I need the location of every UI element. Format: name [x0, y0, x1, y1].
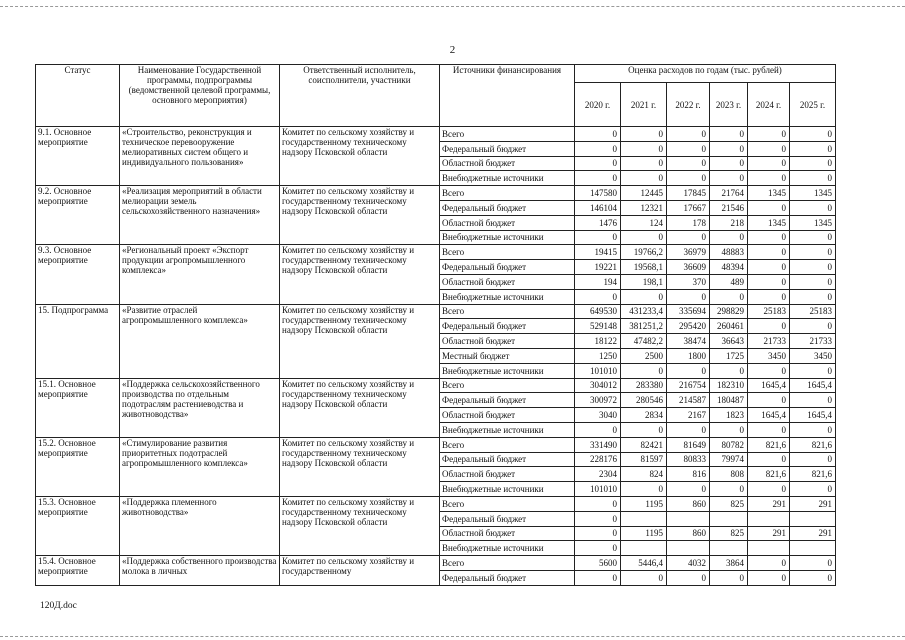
- value-cell: 0: [790, 171, 836, 186]
- source-cell: Областной бюджет: [440, 215, 575, 230]
- value-cell: 0: [575, 156, 621, 171]
- value-cell: 0: [790, 556, 836, 571]
- value-cell: 0: [710, 156, 748, 171]
- value-cell: 0: [621, 127, 667, 142]
- value-cell: 283380: [621, 378, 667, 393]
- value-cell: 0: [790, 274, 836, 289]
- value-cell: 0: [575, 141, 621, 156]
- value-cell: 0: [790, 230, 836, 245]
- value-cell: 216754: [667, 378, 710, 393]
- value-cell: 0: [621, 363, 667, 378]
- executor-cell: Комитет по сельскому хозяйству и государственному техническому надзору Псковской области: [280, 378, 440, 437]
- value-cell: 291: [748, 526, 790, 541]
- value-cell: 3450: [790, 348, 836, 363]
- value-cell: 291: [790, 526, 836, 541]
- budget-table: [35, 64, 836, 586]
- value-cell: 79974: [710, 452, 748, 467]
- value-cell: 21733: [748, 334, 790, 349]
- table-row: [36, 127, 836, 142]
- header-estimate: Оценка расходов по годам (тыс. рублей): [575, 65, 836, 83]
- value-cell: 178: [667, 215, 710, 230]
- value-cell: 1645,4: [748, 408, 790, 423]
- value-cell: 0: [575, 526, 621, 541]
- value-cell: 48394: [710, 260, 748, 275]
- value-cell: 0: [748, 319, 790, 334]
- value-cell: 18122: [575, 334, 621, 349]
- value-cell: 0: [621, 570, 667, 585]
- value-cell: 1345: [748, 186, 790, 201]
- value-cell: 0: [748, 230, 790, 245]
- value-cell: 194: [575, 274, 621, 289]
- value-cell: 17667: [667, 200, 710, 215]
- header-year: 2020 г.: [575, 83, 621, 127]
- source-cell: Областной бюджет: [440, 274, 575, 289]
- status-cell: 15. Подпрограмма: [36, 304, 120, 378]
- value-cell: 80833: [667, 452, 710, 467]
- header-year: 2021 г.: [621, 83, 667, 127]
- value-cell: 0: [667, 127, 710, 142]
- value-cell: 529148: [575, 319, 621, 334]
- source-cell: Всего: [440, 304, 575, 319]
- value-cell: 0: [790, 393, 836, 408]
- value-cell: 180487: [710, 393, 748, 408]
- value-cell: 0: [710, 230, 748, 245]
- source-cell: Внебюджетные источники: [440, 482, 575, 497]
- value-cell: 0: [575, 511, 621, 526]
- value-cell: 0: [790, 319, 836, 334]
- header-year: 2025 г.: [790, 83, 836, 127]
- value-cell: 81649: [667, 437, 710, 452]
- status-cell: 9.3. Основное мероприятие: [36, 245, 120, 304]
- value-cell: 821,6: [790, 467, 836, 482]
- value-cell: 0: [748, 289, 790, 304]
- value-cell: 0: [748, 245, 790, 260]
- source-cell: Областной бюджет: [440, 334, 575, 349]
- value-cell: 821,6: [790, 437, 836, 452]
- value-cell: 1345: [790, 215, 836, 230]
- source-cell: Федеральный бюджет: [440, 200, 575, 215]
- value-cell: 0: [710, 141, 748, 156]
- source-cell: Всего: [440, 245, 575, 260]
- source-cell: Всего: [440, 437, 575, 452]
- source-cell: Областной бюджет: [440, 467, 575, 482]
- value-cell: 489: [710, 274, 748, 289]
- value-cell: 0: [790, 422, 836, 437]
- value-cell: 21733: [790, 334, 836, 349]
- table-row: [36, 496, 836, 511]
- value-cell: 0: [667, 482, 710, 497]
- value-cell: 25183: [790, 304, 836, 319]
- source-cell: Федеральный бюджет: [440, 452, 575, 467]
- value-cell: 19766,2: [621, 245, 667, 260]
- status-cell: 9.2. Основное мероприятие: [36, 186, 120, 245]
- source-cell: Областной бюджет: [440, 156, 575, 171]
- value-cell: [790, 541, 836, 556]
- value-cell: 48883: [710, 245, 748, 260]
- value-cell: [621, 541, 667, 556]
- table-row: [36, 245, 836, 260]
- value-cell: 3864: [710, 556, 748, 571]
- value-cell: 0: [748, 141, 790, 156]
- name-cell: «Поддержка собственного производства молока в личных: [120, 556, 280, 586]
- value-cell: [710, 511, 748, 526]
- value-cell: 860: [667, 526, 710, 541]
- name-cell: «Поддержка сельскохозяйственного производства по отдельным подотраслям растениеводства и животноводства»: [120, 378, 280, 437]
- value-cell: 0: [748, 452, 790, 467]
- value-cell: 0: [790, 245, 836, 260]
- value-cell: 214587: [667, 393, 710, 408]
- value-cell: 0: [667, 171, 710, 186]
- value-cell: 0: [575, 496, 621, 511]
- value-cell: 25183: [748, 304, 790, 319]
- value-cell: 1645,4: [748, 378, 790, 393]
- value-cell: 0: [748, 393, 790, 408]
- value-cell: [710, 541, 748, 556]
- scan-edge-top: [0, 6, 905, 7]
- value-cell: 3450: [748, 348, 790, 363]
- value-cell: 198,1: [621, 274, 667, 289]
- value-cell: 304012: [575, 378, 621, 393]
- value-cell: 0: [667, 363, 710, 378]
- value-cell: 431233,4: [621, 304, 667, 319]
- value-cell: 2834: [621, 408, 667, 423]
- executor-cell: Комитет по сельскому хозяйству и государственному техническому надзору Псковской области: [280, 186, 440, 245]
- value-cell: 0: [790, 141, 836, 156]
- value-cell: 0: [748, 171, 790, 186]
- table-row: [36, 186, 836, 201]
- value-cell: 808: [710, 467, 748, 482]
- source-cell: Федеральный бюджет: [440, 260, 575, 275]
- source-cell: Внебюджетные источники: [440, 230, 575, 245]
- value-cell: 0: [748, 127, 790, 142]
- source-cell: Областной бюджет: [440, 526, 575, 541]
- value-cell: 0: [790, 200, 836, 215]
- source-cell: Внебюджетные источники: [440, 541, 575, 556]
- value-cell: 5600: [575, 556, 621, 571]
- table-row: [36, 556, 836, 571]
- value-cell: 21546: [710, 200, 748, 215]
- footer-filename: 120Д.doc: [40, 601, 77, 611]
- value-cell: 298829: [710, 304, 748, 319]
- value-cell: 0: [710, 570, 748, 585]
- page-number: 2: [449, 44, 456, 56]
- value-cell: 101010: [575, 482, 621, 497]
- value-cell: 0: [790, 156, 836, 171]
- value-cell: 0: [575, 422, 621, 437]
- value-cell: 825: [710, 526, 748, 541]
- status-cell: 15.2. Основное мероприятие: [36, 437, 120, 496]
- source-cell: Федеральный бюджет: [440, 393, 575, 408]
- value-cell: 1823: [710, 408, 748, 423]
- executor-cell: Комитет по сельскому хозяйству и государственному техническому надзору Псковской области: [280, 437, 440, 496]
- value-cell: 0: [575, 541, 621, 556]
- value-cell: 2304: [575, 467, 621, 482]
- header-executor: Ответственный исполнитель, соисполнители, участники: [280, 65, 440, 127]
- value-cell: [667, 541, 710, 556]
- source-cell: Внебюджетные источники: [440, 289, 575, 304]
- source-cell: Местный бюджет: [440, 348, 575, 363]
- value-cell: 331490: [575, 437, 621, 452]
- value-cell: 19221: [575, 260, 621, 275]
- value-cell: 0: [748, 570, 790, 585]
- value-cell: 860: [667, 496, 710, 511]
- value-cell: 0: [710, 482, 748, 497]
- header-sources: Источники финансирования: [440, 65, 575, 127]
- value-cell: 335694: [667, 304, 710, 319]
- value-cell: 19568,1: [621, 260, 667, 275]
- value-cell: 649530: [575, 304, 621, 319]
- value-cell: 0: [667, 141, 710, 156]
- source-cell: Внебюджетные источники: [440, 363, 575, 378]
- value-cell: 0: [621, 156, 667, 171]
- value-cell: 0: [667, 570, 710, 585]
- value-cell: 0: [790, 482, 836, 497]
- source-cell: Областной бюджет: [440, 408, 575, 423]
- value-cell: 12445: [621, 186, 667, 201]
- executor-cell: Комитет по сельскому хозяйству и государственному: [280, 556, 440, 586]
- value-cell: 821,6: [748, 437, 790, 452]
- value-cell: 260461: [710, 319, 748, 334]
- value-cell: [621, 511, 667, 526]
- value-cell: 2167: [667, 408, 710, 423]
- value-cell: 0: [575, 230, 621, 245]
- scan-edge-bottom: [0, 636, 905, 637]
- value-cell: 825: [710, 496, 748, 511]
- value-cell: 0: [748, 156, 790, 171]
- value-cell: 1195: [621, 526, 667, 541]
- name-cell: «Строительство, реконструкция и техническое перевооружение мелиоративных систем общего и индивидуального пользования»: [120, 127, 280, 186]
- value-cell: 1345: [748, 215, 790, 230]
- value-cell: 101010: [575, 363, 621, 378]
- value-cell: 12321: [621, 200, 667, 215]
- value-cell: 124: [621, 215, 667, 230]
- source-cell: Федеральный бюджет: [440, 570, 575, 585]
- name-cell: «Развитие отраслей агропромышленного комплекса»: [120, 304, 280, 378]
- value-cell: 0: [748, 260, 790, 275]
- header-year: 2024 г.: [748, 83, 790, 127]
- value-cell: 218: [710, 215, 748, 230]
- value-cell: 291: [790, 496, 836, 511]
- value-cell: 0: [621, 230, 667, 245]
- value-cell: 36979: [667, 245, 710, 260]
- source-cell: Всего: [440, 556, 575, 571]
- table-row: [36, 378, 836, 393]
- executor-cell: Комитет по сельскому хозяйству и государственному техническому надзору Псковской области: [280, 304, 440, 378]
- value-cell: 0: [790, 260, 836, 275]
- value-cell: 1645,4: [790, 378, 836, 393]
- value-cell: 1476: [575, 215, 621, 230]
- value-cell: 0: [790, 452, 836, 467]
- value-cell: 0: [710, 127, 748, 142]
- value-cell: 1345: [790, 186, 836, 201]
- value-cell: 19415: [575, 245, 621, 260]
- value-cell: 17845: [667, 186, 710, 201]
- value-cell: 0: [748, 422, 790, 437]
- status-cell: 9.1. Основное мероприятие: [36, 127, 120, 186]
- source-cell: Внебюджетные источники: [440, 171, 575, 186]
- value-cell: [748, 511, 790, 526]
- value-cell: 0: [748, 556, 790, 571]
- value-cell: 3040: [575, 408, 621, 423]
- value-cell: 0: [748, 482, 790, 497]
- value-cell: 0: [621, 422, 667, 437]
- source-cell: Всего: [440, 378, 575, 393]
- value-cell: 1250: [575, 348, 621, 363]
- name-cell: «Региональный проект «Экспорт продукции агропромышленного комплекса»: [120, 245, 280, 304]
- value-cell: 38474: [667, 334, 710, 349]
- value-cell: 1800: [667, 348, 710, 363]
- value-cell: 0: [667, 422, 710, 437]
- value-cell: 82421: [621, 437, 667, 452]
- value-cell: 47482,2: [621, 334, 667, 349]
- value-cell: 5446,4: [621, 556, 667, 571]
- value-cell: 0: [667, 289, 710, 304]
- name-cell: «Поддержка племенного животноводства»: [120, 496, 280, 555]
- value-cell: 0: [710, 289, 748, 304]
- value-cell: 0: [575, 127, 621, 142]
- value-cell: 0: [575, 289, 621, 304]
- value-cell: 0: [575, 171, 621, 186]
- status-cell: 15.1. Основное мероприятие: [36, 378, 120, 437]
- value-cell: 821,6: [748, 467, 790, 482]
- value-cell: 0: [790, 570, 836, 585]
- value-cell: 280546: [621, 393, 667, 408]
- value-cell: 146104: [575, 200, 621, 215]
- value-cell: 300972: [575, 393, 621, 408]
- value-cell: 370: [667, 274, 710, 289]
- value-cell: 4032: [667, 556, 710, 571]
- value-cell: [748, 541, 790, 556]
- value-cell: 0: [790, 289, 836, 304]
- header-year: 2022 г.: [667, 83, 710, 127]
- value-cell: 295420: [667, 319, 710, 334]
- value-cell: 0: [710, 422, 748, 437]
- table-row: [36, 437, 836, 452]
- value-cell: 228176: [575, 452, 621, 467]
- value-cell: 0: [667, 230, 710, 245]
- value-cell: [790, 511, 836, 526]
- header-year: 2023 г.: [710, 83, 748, 127]
- executor-cell: Комитет по сельскому хозяйству и государственному техническому надзору Псковской области: [280, 127, 440, 186]
- value-cell: 0: [710, 171, 748, 186]
- value-cell: 0: [621, 141, 667, 156]
- value-cell: 0: [667, 156, 710, 171]
- status-cell: 15.3. Основное мероприятие: [36, 496, 120, 555]
- value-cell: 21764: [710, 186, 748, 201]
- value-cell: 36643: [710, 334, 748, 349]
- executor-cell: Комитет по сельскому хозяйству и государственному техническому надзору Псковской области: [280, 496, 440, 555]
- name-cell: «Реализация мероприятий в области мелиорации земель сельскохозяйственного назначения»: [120, 186, 280, 245]
- value-cell: 81597: [621, 452, 667, 467]
- table-row: [36, 304, 836, 319]
- value-cell: 381251,2: [621, 319, 667, 334]
- source-cell: Всего: [440, 496, 575, 511]
- value-cell: 2500: [621, 348, 667, 363]
- value-cell: 0: [621, 289, 667, 304]
- name-cell: «Стимулирование развития приоритетных подотраслей агропромышленного комплекса»: [120, 437, 280, 496]
- value-cell: 1725: [710, 348, 748, 363]
- value-cell: 0: [790, 363, 836, 378]
- value-cell: [667, 511, 710, 526]
- header-row: [36, 65, 836, 83]
- value-cell: 80782: [710, 437, 748, 452]
- source-cell: Федеральный бюджет: [440, 511, 575, 526]
- value-cell: 0: [621, 482, 667, 497]
- executor-cell: Комитет по сельскому хозяйству и государственному техническому надзору Псковской области: [280, 245, 440, 304]
- value-cell: 291: [748, 496, 790, 511]
- source-cell: Всего: [440, 186, 575, 201]
- source-cell: Внебюджетные источники: [440, 422, 575, 437]
- value-cell: 0: [748, 363, 790, 378]
- value-cell: 1645,4: [790, 408, 836, 423]
- value-cell: 816: [667, 467, 710, 482]
- value-cell: 824: [621, 467, 667, 482]
- source-cell: Федеральный бюджет: [440, 319, 575, 334]
- value-cell: 0: [748, 200, 790, 215]
- value-cell: 182310: [710, 378, 748, 393]
- value-cell: 0: [575, 570, 621, 585]
- value-cell: 0: [748, 274, 790, 289]
- source-cell: Федеральный бюджет: [440, 141, 575, 156]
- value-cell: 1195: [621, 496, 667, 511]
- status-cell: 15.4. Основное мероприятие: [36, 556, 120, 586]
- value-cell: 0: [621, 171, 667, 186]
- value-cell: 0: [710, 363, 748, 378]
- source-cell: Всего: [440, 127, 575, 142]
- value-cell: 0: [790, 127, 836, 142]
- header-status: Статус: [36, 65, 120, 127]
- header-name: Наименование Государственной программы, подпрограммы (ведомственной целевой программы, основного мероприятия): [120, 65, 280, 127]
- value-cell: 36609: [667, 260, 710, 275]
- value-cell: 147580: [575, 186, 621, 201]
